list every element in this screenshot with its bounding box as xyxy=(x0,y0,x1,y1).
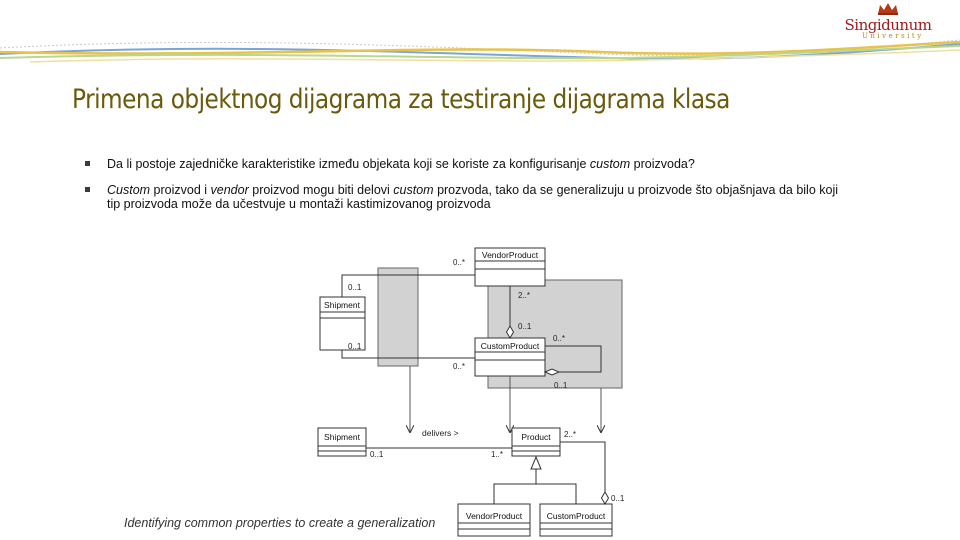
class-name: CustomProduct xyxy=(480,341,540,351)
multiplicity-label: 0..1 xyxy=(348,342,362,351)
multiplicity-label: 2..* xyxy=(518,291,531,300)
class-box-customproduct-bottom xyxy=(540,504,612,536)
association-label: delivers > xyxy=(422,428,459,438)
aggregation-diamond-icon xyxy=(602,492,609,504)
logo-subtitle: University xyxy=(862,32,924,40)
uml-class-diagram xyxy=(312,238,632,538)
bullet-item xyxy=(84,183,844,211)
class-box-vendorproduct-bottom xyxy=(458,504,530,536)
bullet-item xyxy=(84,157,844,171)
bullet-part: proizvod mogu biti delovi xyxy=(248,183,394,197)
bullet-part-italic: custom xyxy=(393,183,434,197)
logo-crown-icon xyxy=(876,2,900,16)
multiplicity-label: 0..1 xyxy=(348,283,362,292)
shaded-region-left xyxy=(378,268,418,366)
multiplicity-label: 2..* xyxy=(564,430,577,439)
square-bullet-icon xyxy=(85,187,90,192)
class-name: Shipment xyxy=(324,432,360,442)
logo-name: Singidunum xyxy=(844,16,932,34)
multiplicity-label: 0..* xyxy=(453,258,466,267)
diagram-caption: Identifying common properties to create a generalization xyxy=(124,516,436,530)
class-name: Shipment xyxy=(324,300,360,310)
generalization-triangle-icon xyxy=(531,457,541,469)
class-box-customproduct-top xyxy=(475,338,545,376)
class-box-vendorproduct-top xyxy=(475,248,545,286)
multiplicity-label: 1..* xyxy=(491,450,504,459)
bullet-part-italic: Custom xyxy=(107,183,151,197)
multiplicity-label: 0..1 xyxy=(611,494,625,503)
bullet-part: proizvoda? xyxy=(630,157,695,171)
class-name: Product xyxy=(521,432,551,442)
university-logo xyxy=(838,2,938,42)
class-name: VendorProduct xyxy=(465,511,523,521)
multiplicity-label: 0..1 xyxy=(518,322,532,331)
class-box-shipment-bottom xyxy=(318,428,366,456)
square-bullet-icon xyxy=(85,161,90,166)
bullet-part: proizvod i xyxy=(150,183,211,197)
multiplicity-label: 0..1 xyxy=(370,450,384,459)
bullet-list xyxy=(84,157,844,223)
class-name: CustomProduct xyxy=(546,511,606,521)
multiplicity-label: 0..1 xyxy=(554,381,568,390)
slide-title: Primena objektnog dijagrama za testiranje dijagrama klasa xyxy=(72,84,730,115)
bullet-part-italic: vendor xyxy=(210,183,249,197)
bullet-part: prozvoda, tako da se generalizuju u proizvode što objašnjava da bilo koji tip proizvoda može da učestvuje u montaži kastimizovanog proizvoda xyxy=(107,183,839,211)
bottom-associations xyxy=(366,442,605,504)
header-swoosh xyxy=(0,28,960,76)
multiplicity-label: 0..* xyxy=(553,334,566,343)
bullet-part-italic: custom xyxy=(589,157,631,171)
multiplicity-label: 0..* xyxy=(453,362,466,371)
class-name: VendorProduct xyxy=(481,250,539,260)
class-box-product-bottom xyxy=(512,428,560,456)
bullet-part: Da li postoje zajedničke karakteristike između objekata koji se koriste za konfigurisanje xyxy=(107,157,590,171)
